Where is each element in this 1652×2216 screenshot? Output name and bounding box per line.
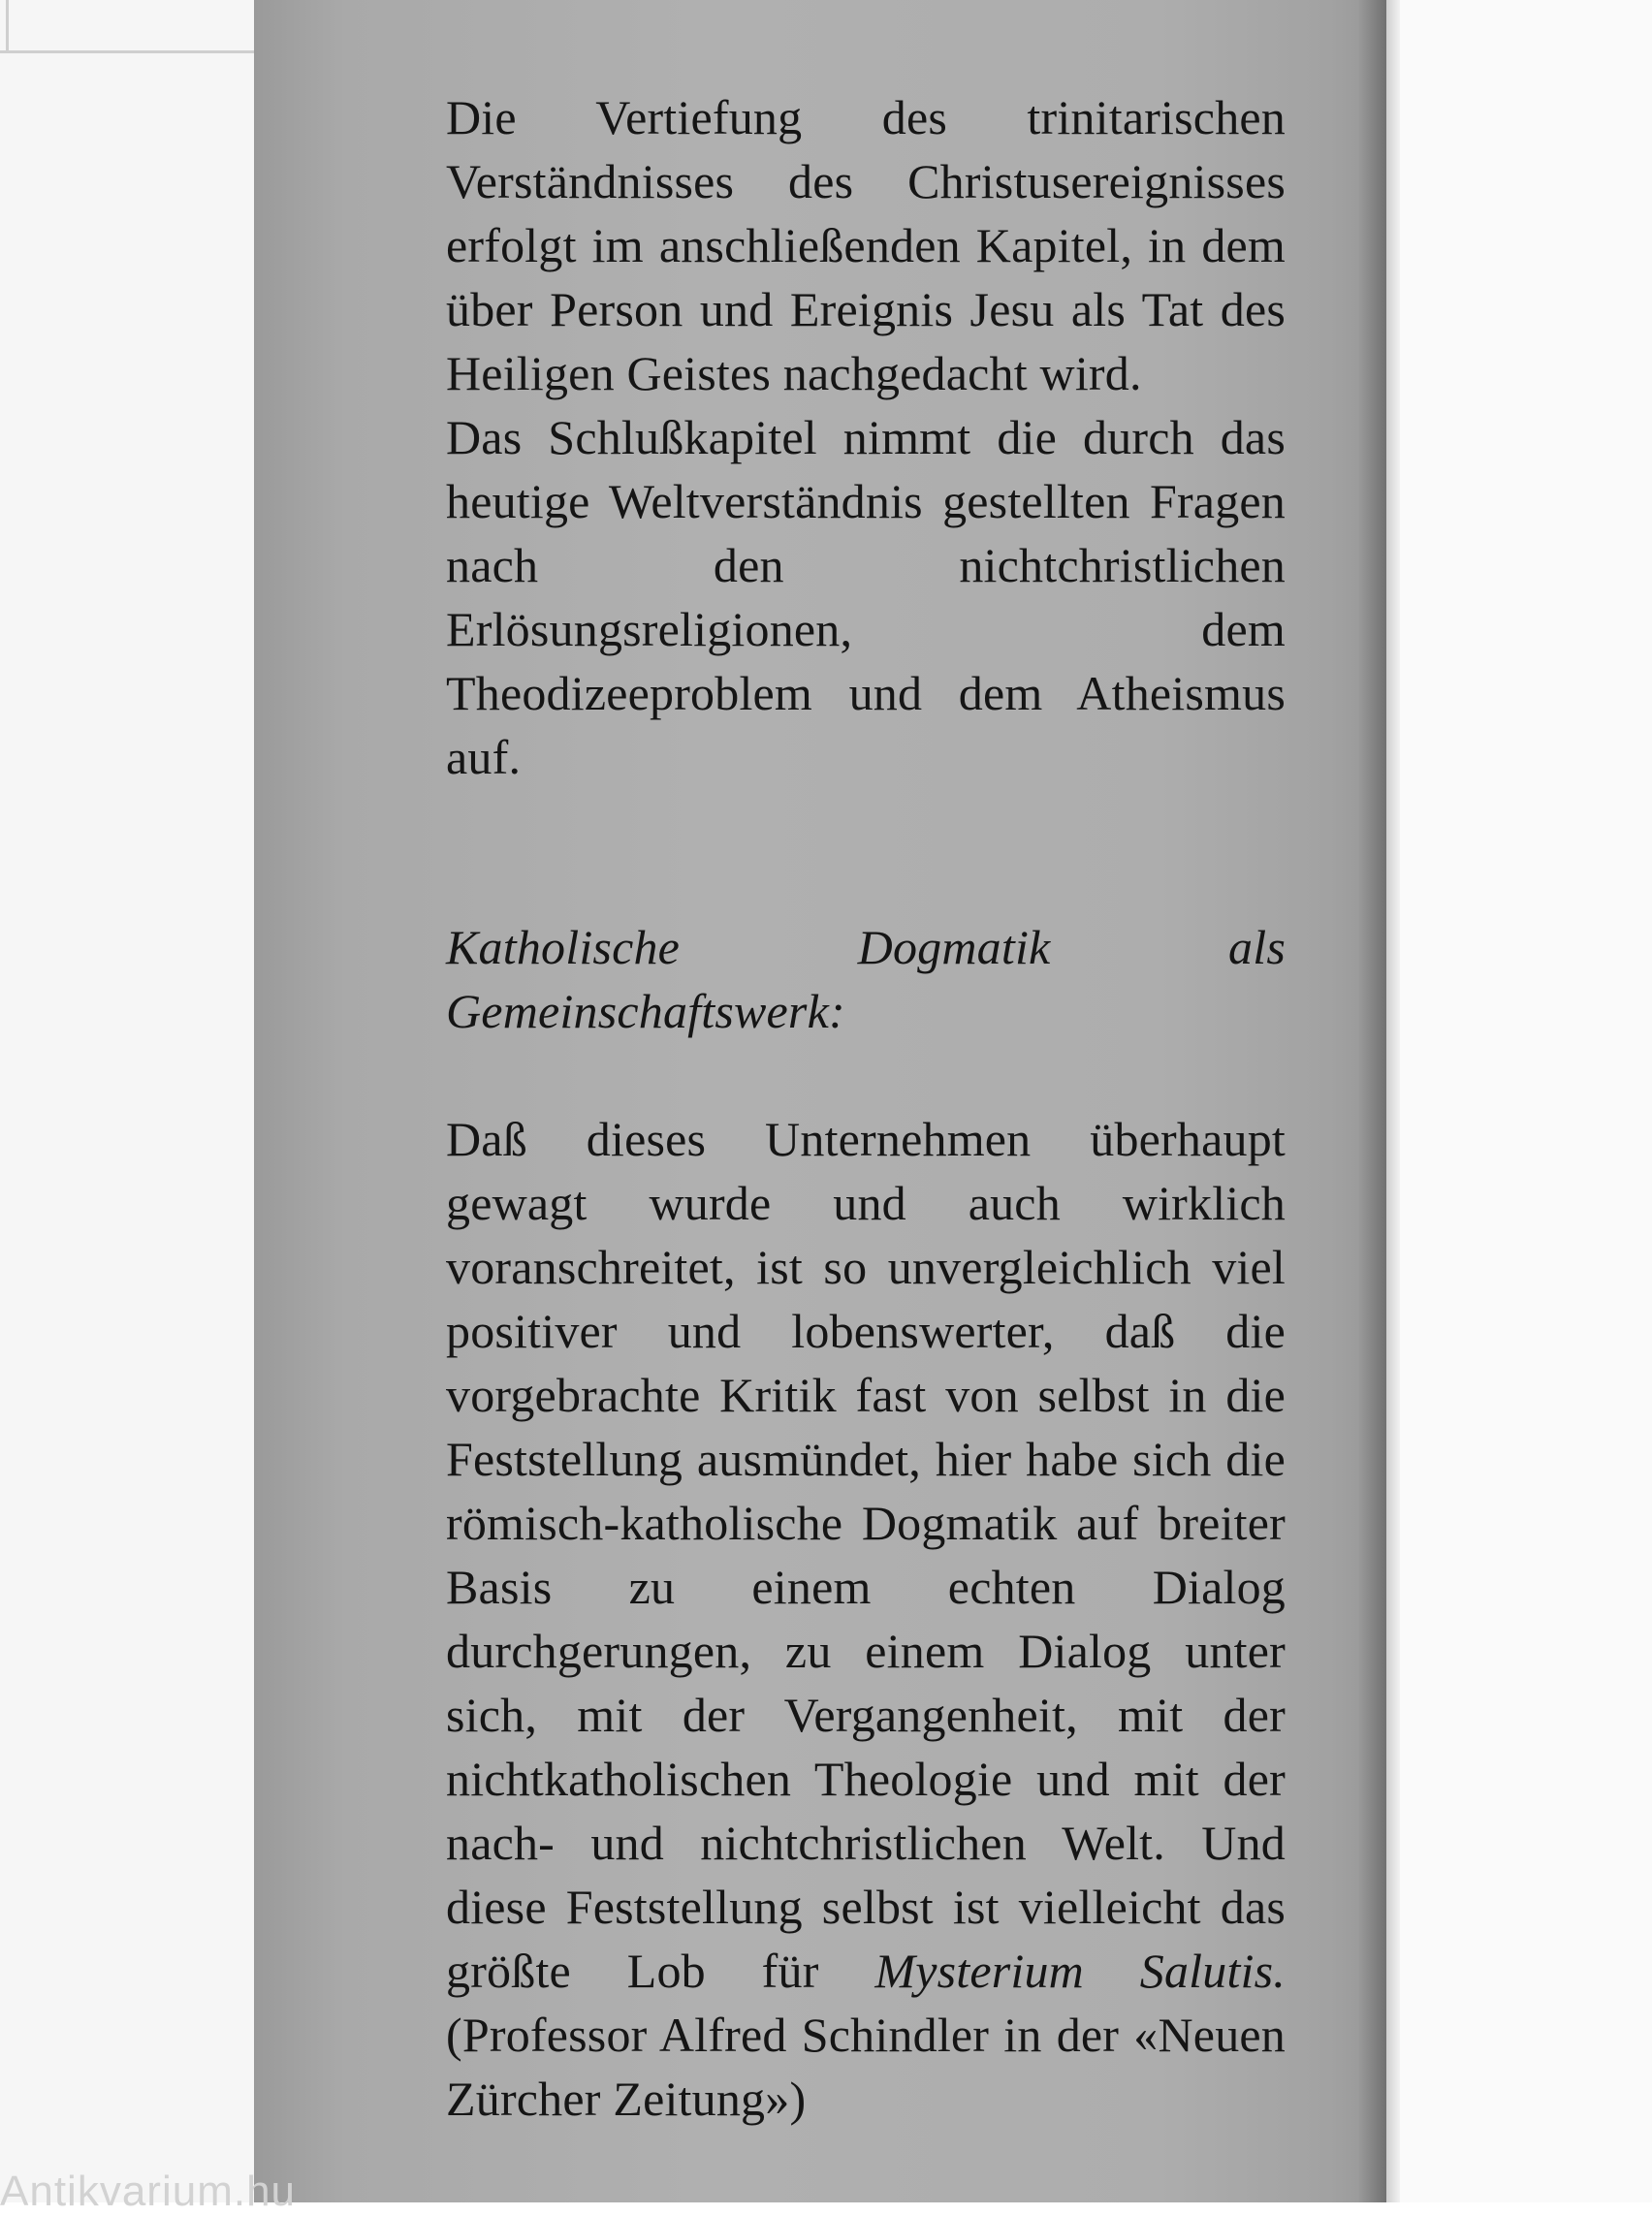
left-page-edge bbox=[0, 0, 254, 2202]
paragraph-trinitarian: Die Vertiefung des trinitarischen Verständnisses des Christusereignisses erfolgt im anschließenden Kapitel, in dem über Person und Ereignis Jesu als Tat des Heiligen Geistes nachgedacht wird. bbox=[446, 90, 1286, 400]
paragraph-review-quote bbox=[446, 1107, 1286, 2131]
section-heading: Katholische Dogmatik als Gemeinschaftswerk: bbox=[446, 920, 1286, 1038]
page-edge-line bbox=[0, 50, 254, 53]
page-edge-line-vertical bbox=[6, 0, 9, 53]
paragraph-final-chapter: Das Schlußkapitel nimmt die durch das heutige Weltverständnis gestellten Fragen nach den nichtchristlichen Erlösungsreligionen, dem Theodizeeproblem und dem Atheismus auf. bbox=[446, 410, 1286, 784]
spacer bbox=[446, 789, 1286, 915]
flap-shadow bbox=[1357, 0, 1386, 2202]
review-source: (Professor Alfred Schindler in der «Neuen Zürcher Zeitung») bbox=[446, 2008, 1286, 2126]
book-spine-shadow bbox=[1386, 0, 1400, 2202]
book-title: Mysterium Salutis. bbox=[874, 1944, 1287, 1998]
review-text: Daß dieses Unternehmen überhaupt gewagt wurde und auch wirklich voranschreitet, ist so unvergleichlich viel positiver und lobenswerter, daß die vorgebrachte Kritik fast von selbst in die Feststellung ausmündet, hier habe sich die römisch-katholische Dogmatik auf breiter Basis zu einem echten Dialog durchgerungen, zu einem Dialog unter sich, mit der Vergangenheit, mit der nichtkatholischen Theologie und mit der nach- und nichtchristlichen Welt. Und diese Feststellung selbst ist vielleicht das größte Lob für bbox=[446, 1112, 1286, 1998]
spacer bbox=[446, 1043, 1286, 1107]
flap-text-column bbox=[446, 85, 1286, 2131]
right-page bbox=[1386, 0, 1652, 2202]
watermark-text: Antikvarium.hu bbox=[0, 2168, 297, 2215]
